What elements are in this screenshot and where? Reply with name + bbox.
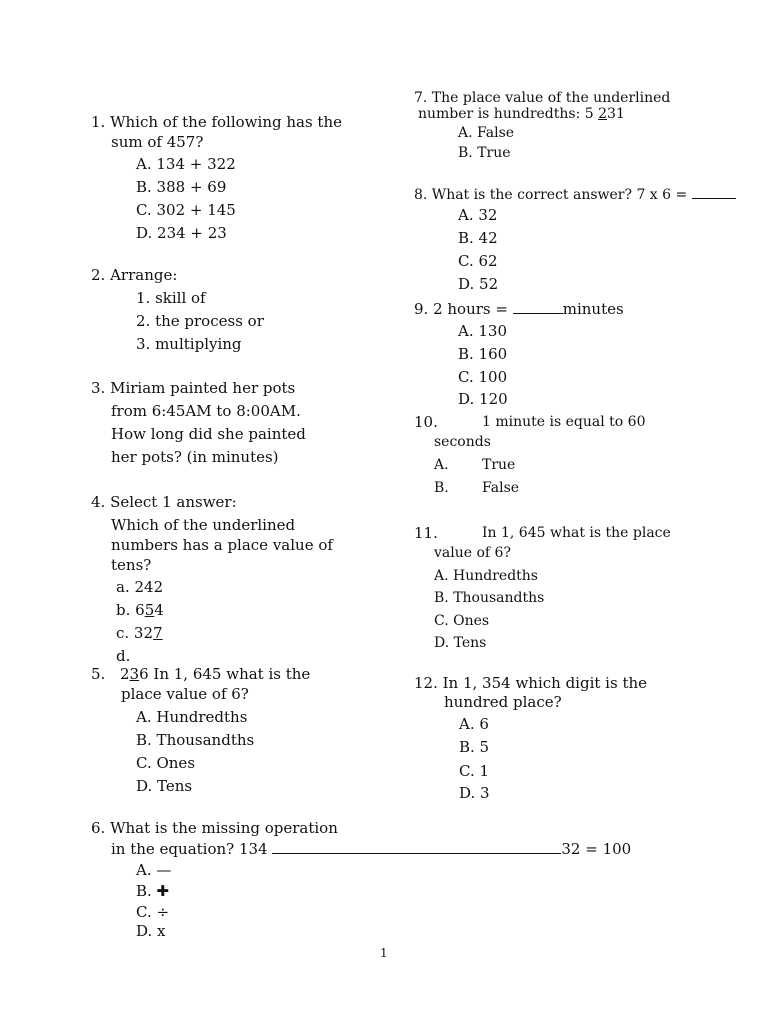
q3-prompt-line2: from 6:45AM to 8:00AM.	[111, 402, 301, 420]
q1-option-a: A. 134 + 322	[136, 155, 236, 173]
q1-option-d: D. 234 + 23	[136, 224, 227, 242]
q7-prompt-line1: 7. The place value of the underlined	[414, 90, 671, 106]
q9-option-a: A. 130	[458, 322, 507, 340]
q4-prompt-line3: numbers has a place value of	[111, 536, 333, 554]
q12-prompt-line1: 12. In 1, 354 which digit is the	[414, 674, 648, 692]
q3-prompt-line4: her pots? (in minutes)	[111, 448, 279, 466]
q5-option-a: A. Hundredths	[136, 708, 248, 726]
q10-option-b-letter: B.	[434, 480, 449, 496]
page-number: 1	[380, 946, 388, 960]
q5-option-d: D. Tens	[136, 777, 193, 795]
q5-option-b: B. Thousandths	[136, 731, 255, 749]
q7-option-a: A. False	[458, 125, 515, 141]
q4-prompt-line2: Which of the underlined	[111, 516, 296, 534]
q11-option-a: A. Hundredths	[434, 568, 538, 584]
q6-option-a: A. —	[136, 861, 172, 879]
q12-option-c: C. 1	[459, 762, 490, 780]
q8-option-d: D. 52	[458, 275, 499, 293]
q4-prompt-line1: 4. Select 1 answer:	[91, 493, 237, 511]
q1-option-c: C. 302 + 145	[136, 201, 236, 219]
q9-prompt: 9. 2 hours = minutes	[414, 300, 624, 318]
q5-option-c: C. Ones	[136, 754, 196, 772]
q1-prompt-line1: 1. Which of the following has the	[91, 113, 342, 131]
q11-option-b: B. Thousandths	[434, 590, 545, 606]
q4-option-b: b. 654	[116, 601, 164, 619]
q11-prompt-line2: value of 6?	[434, 545, 511, 561]
q11-option-d: D. Tens	[434, 635, 487, 651]
q8-answer-blank	[692, 184, 736, 199]
q5-number: 5.	[91, 665, 106, 683]
q6-option-b: B. ✚	[136, 882, 170, 900]
q8-option-a: A. 32	[458, 206, 498, 224]
q1-prompt-line2: sum of 457?	[111, 133, 204, 151]
q5-prompt-line1: 236 In 1, 645 what is the	[120, 665, 311, 683]
q12-option-d: D. 3	[459, 784, 490, 802]
q12-option-b: B. 5	[459, 738, 490, 756]
q2-item-3: 3. multiplying	[136, 335, 242, 353]
q7-option-b: B. True	[458, 145, 511, 161]
q1-option-b: B. 388 + 69	[136, 178, 227, 196]
q4-option-c: c. 327	[116, 624, 163, 642]
q9-option-b: B. 160	[458, 345, 508, 363]
q8-prompt: 8. What is the correct answer? 7 x 6 =	[414, 184, 736, 204]
q6-answer-blank	[272, 839, 561, 854]
q11-option-c: C. Ones	[434, 613, 490, 629]
q6-prompt-line1: 6. What is the missing operation	[91, 819, 338, 837]
q10-prompt-line2: seconds	[434, 434, 491, 450]
q10-option-a-letter: A.	[434, 457, 449, 473]
q10-prompt-line1: 1 minute is equal to 60	[482, 414, 646, 430]
q10-option-a: True	[482, 457, 516, 473]
q8-option-b: B. 42	[458, 229, 498, 247]
q2-prompt: 2. Arrange:	[91, 266, 178, 284]
q10-number: 10.	[414, 413, 438, 431]
q10-option-b: False	[482, 480, 520, 496]
q8-option-c: C. 62	[458, 252, 498, 270]
q3-prompt-line3: How long did she painted	[111, 425, 306, 443]
q4-option-a: a. 242	[116, 578, 164, 596]
q9-answer-blank	[513, 299, 563, 314]
q3-prompt-line1: 3. Miriam painted her pots	[91, 379, 296, 397]
q11-prompt-line1: In 1, 645 what is the place	[482, 525, 671, 541]
q6-prompt-line2: in the equation? 134 32 = 100	[111, 840, 632, 858]
q2-item-2: 2. the process or	[136, 312, 264, 330]
q6-option-c: C. ÷	[136, 903, 170, 921]
q9-option-c: C. 100	[458, 368, 508, 386]
q6-option-d: D. x	[136, 922, 166, 940]
q7-prompt-line2: number is hundredths: 5 231	[418, 106, 625, 122]
q12-option-a: A. 6	[459, 715, 489, 733]
q12-prompt-line2: hundred place?	[444, 693, 562, 711]
q9-option-d: D. 120	[458, 390, 508, 408]
q11-number: 11.	[414, 524, 438, 542]
q4-option-d: d.	[116, 647, 131, 665]
q2-item-1: 1. skill of	[136, 289, 206, 307]
q4-prompt-line4: tens?	[111, 556, 152, 574]
q5-prompt-line2: place value of 6?	[121, 685, 249, 703]
